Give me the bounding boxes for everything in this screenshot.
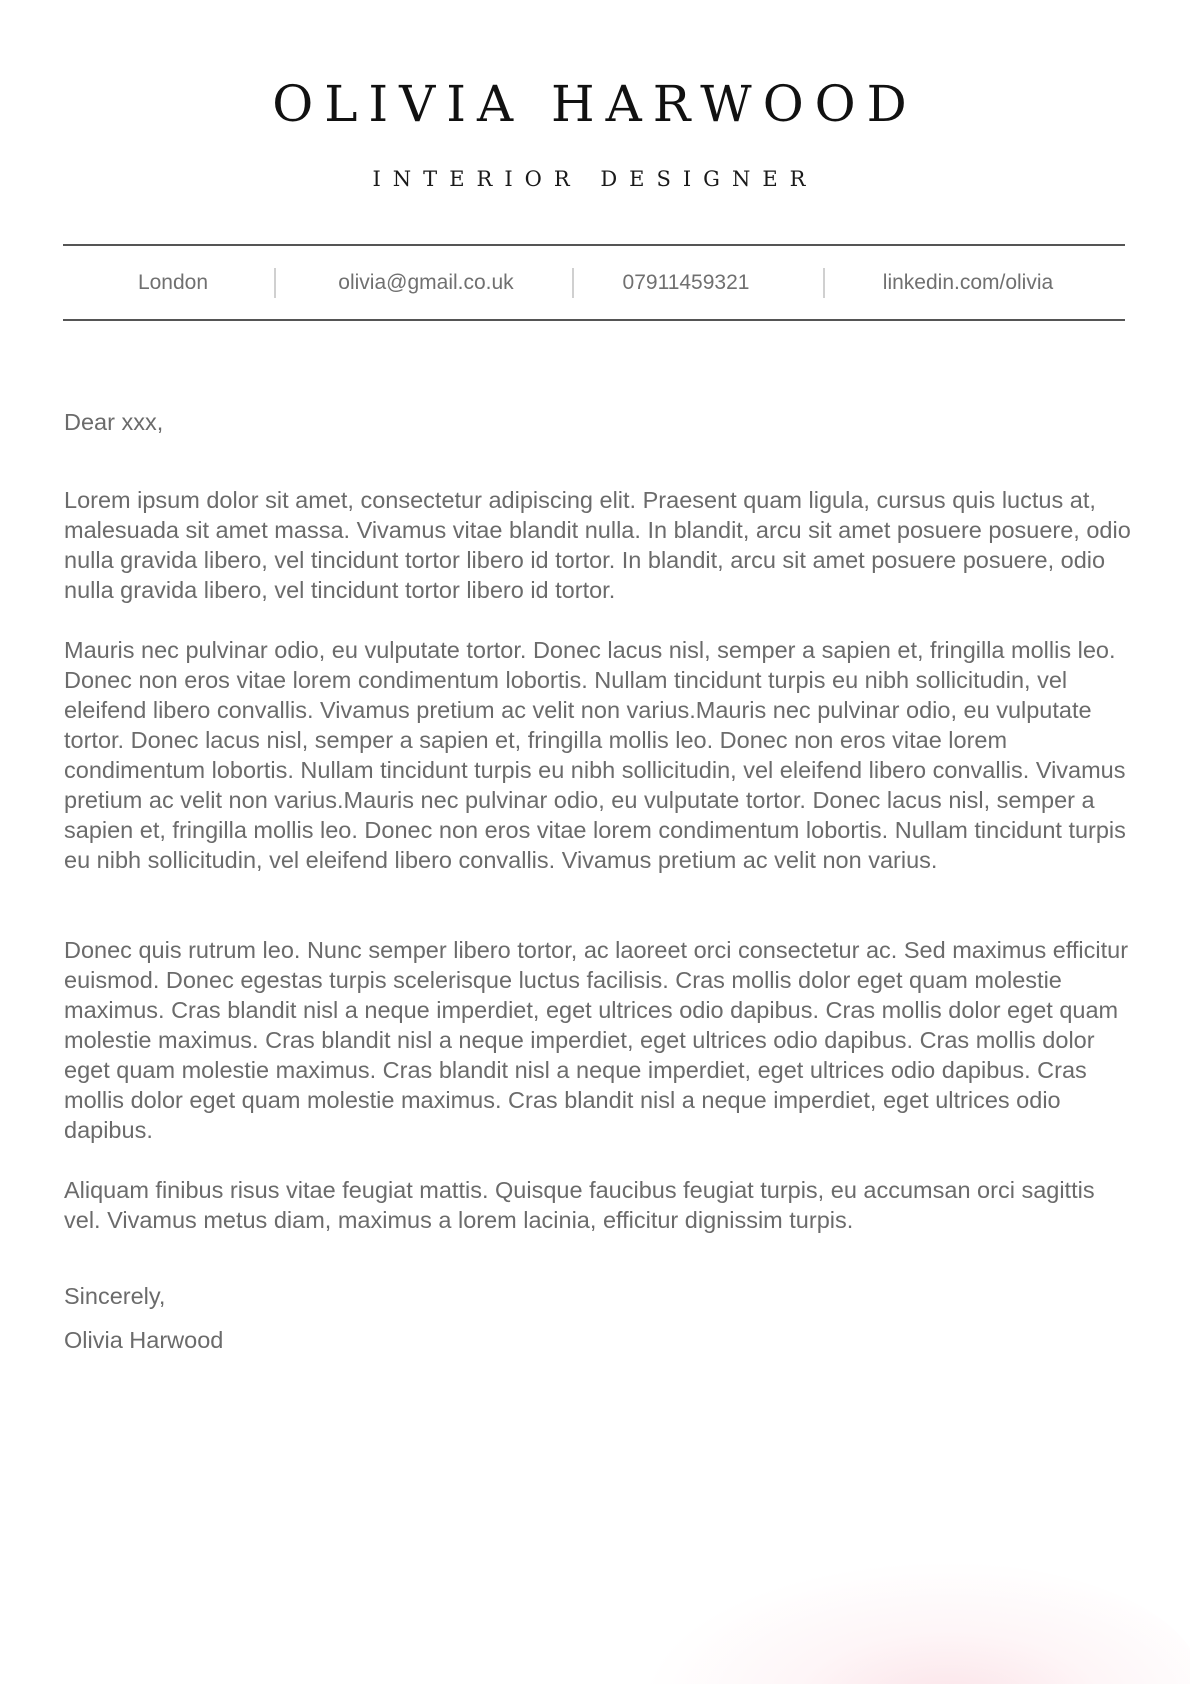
- letter-salutation: Dear xxx,: [64, 409, 164, 435]
- letter-signature: Olivia Harwood: [64, 1327, 224, 1353]
- decorative-glow: [640, 1560, 1190, 1684]
- letter-paragraph: Mauris nec pulvinar odio, eu vulputate tortor. Donec lacus nisl, semper a sapien et, fringilla mollis leo. Donec non eros vitae lorem condimentum lobortis. Nullam tincidunt turpis eu nibh sollicitudin, vel eleifend libero convallis. Vivamus pretium ac velit non varius.Mauris nec pulvinar odio, eu vulputate tortor. Donec lacus nisl, semper a sapien et, fringilla mollis leo. Donec non eros vitae lorem condimentum lobortis. Nullam tincidunt turpis eu nibh sollicitudin, vel eleifend libero convallis. Vivamus pretium ac velit non varius.Mauris nec pulvinar odio, eu vulputate tortor. Donec lacus nisl, semper a sapien et, fringilla mollis leo. Donec non eros vitae lorem condimentum lobortis. Nullam tincidunt turpis eu nibh sollicitudin, vel eleifend libero convallis. Vivamus pretium ac velit non varius.: [64, 637, 1126, 873]
- job-title: INTERIOR DESIGNER: [372, 167, 818, 191]
- contact-phone[interactable]: 07911459321: [622, 271, 750, 294]
- letter-paragraph: Donec quis rutrum leo. Nunc semper libero tortor, ac laoreet orci consectetur ac. Sed maximus efficitur euismod. Donec egestas turpis scelerisque luctus facilisis. Cras mollis dolor eget quam molestie maximus. Cras blandit nisl a neque imperdiet, eget ultrices odio dapibus. Cras mollis dolor eget quam molestie maximus. Cras blandit nisl a neque imperdiet, eget ultrices odio dapibus. Cras mollis dolor eget quam molestie maximus. Cras blandit nisl a neque imperdiet, eget ultrices odio dapibus. Cras mollis dolor eget quam molestie maximus. Cras blandit nisl a neque imperdiet, eget ultrices odio dapibus.: [64, 937, 1129, 1143]
- contact-bar-bottom-divider: [63, 319, 1125, 321]
- letter-paragraph: Lorem ipsum dolor sit amet, consectetur adipiscing elit. Praesent quam ligula, cursus quis luctus at, malesuada sit amet massa. Vivamus vitae blandit nulla. In blandit, arcu sit amet posuere posuere, odio nulla gravida libero, vel tincidunt tortor libero id tortor. In blandit, arcu sit amet posuere posuere, odio nulla gravida libero, vel tincidunt tortor libero id tortor.: [64, 487, 1131, 603]
- letter-paragraph: Aliquam finibus risus vitae feugiat mattis. Quisque faucibus feugiat turpis, eu accumsan orci sagittis vel. Vivamus metus diam, maximus a lorem lacinia, efficitur dignissim turpis.: [64, 1177, 1095, 1233]
- contact-bar-top-divider: [63, 244, 1125, 246]
- contact-separator: [823, 268, 825, 298]
- applicant-name: OLIVIA HARWOOD: [272, 75, 918, 133]
- letter-closing: Sincerely,: [64, 1283, 166, 1309]
- contact-linkedin[interactable]: linkedin.com/olivia: [882, 271, 1054, 294]
- contact-separator: [274, 268, 276, 298]
- contact-email[interactable]: olivia@gmail.co.uk: [338, 271, 514, 294]
- contact-location: London: [137, 271, 209, 294]
- contact-separator: [572, 268, 574, 298]
